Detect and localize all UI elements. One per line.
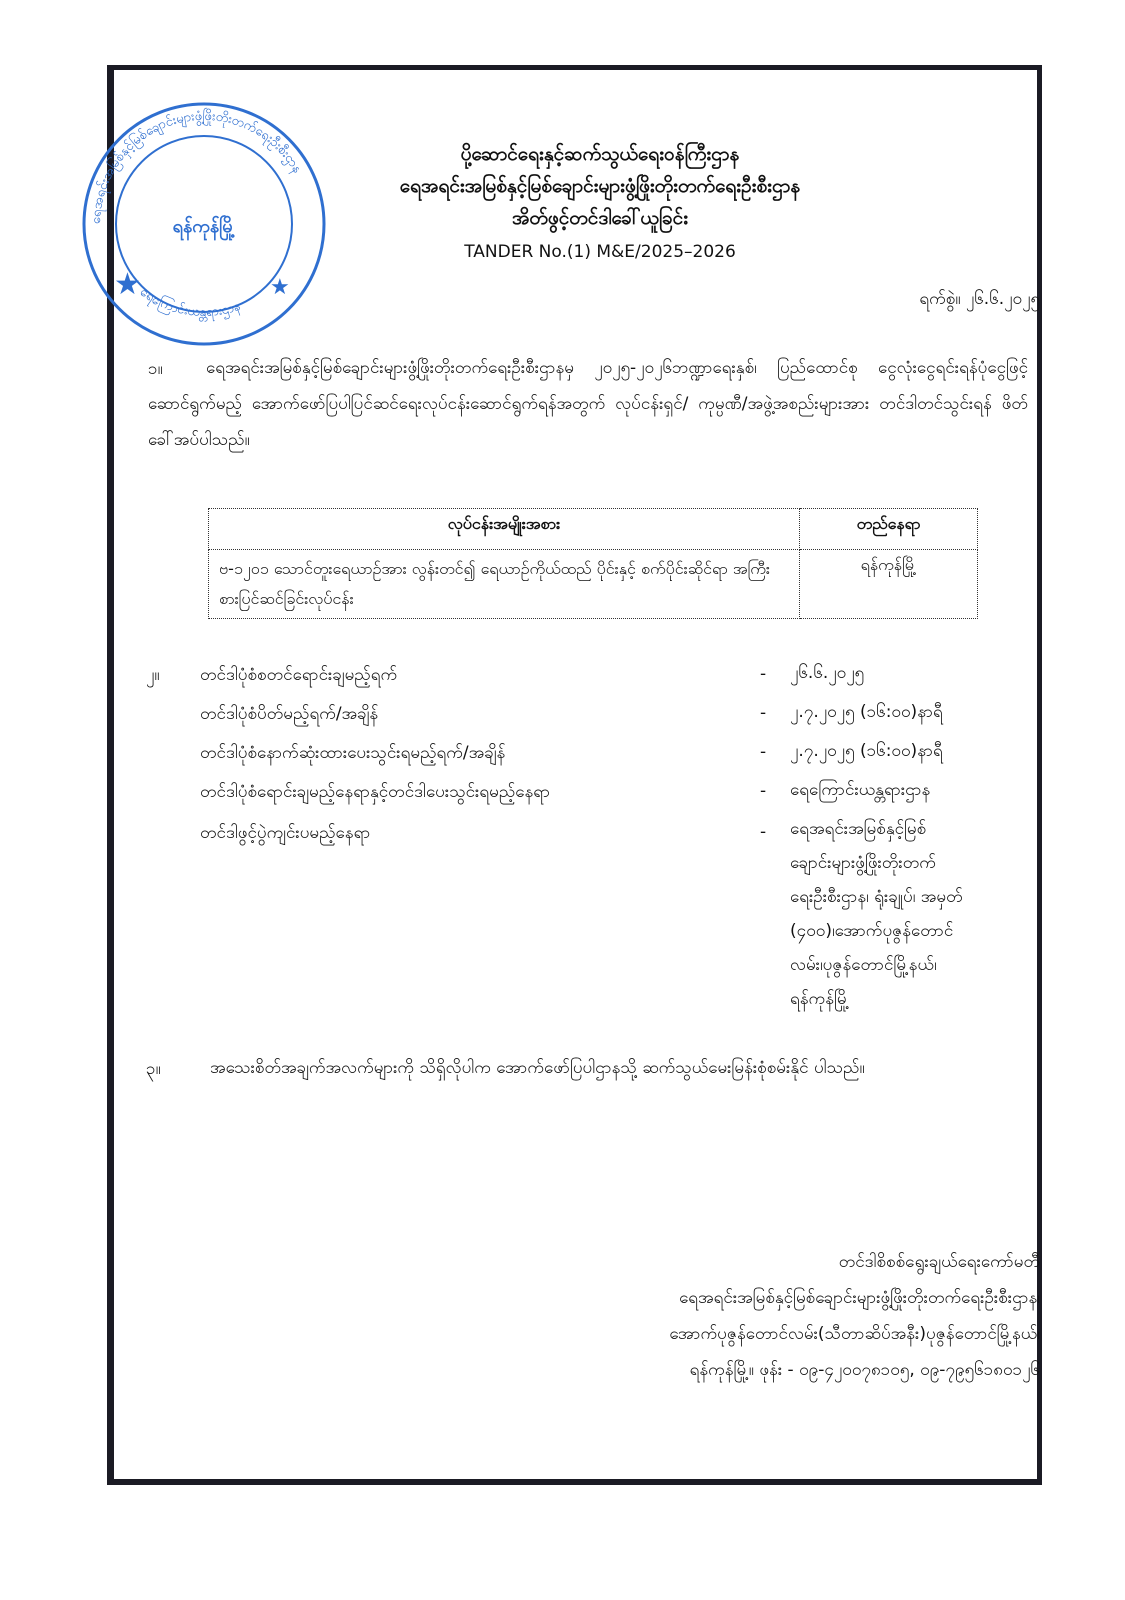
para1-text: ရေအရင်းအမြစ်နှင့်မြစ်ချောင်းများဖွံ့ဖြိုးတိုးတက်ရေးဦးစီးဌာနမှ ၂၀၂၅-၂၀၂၆ဘဏ္ဍာရေးနှစ်၊ ပြည်ထောင်စု ငွေလုံးငွေရင်းရန်ပုံငွေဖြင့်ဆောင်ရွက်မည့် အောက်ဖော်ပြပါပြင်ဆင်ရေးလုပ်ငန်းဆောင်ရွက်ရန်အတွက် လုပ်ငန်းရှင်/ ကုမ္ပဏီ/အဖွဲ့အစည်းများအား တင်ဒါတင်သွင်းရန် ဖိတ်ခေါ်အပ်ပါသည်။ bbox=[148, 358, 1028, 450]
address-line: ရန်ကုန်မြို့ bbox=[790, 989, 850, 1009]
svg-text:★: ★ bbox=[270, 275, 290, 300]
address: အောက်ပုဇွန်တောင်လမ်း(သီတာဆိပ်အနီး)ပုဇွန်တောင်မြို့နယ်၊ bbox=[669, 1324, 1040, 1344]
stamp-ring-text: ရေအရင်းအမြစ်နှင့်မြစ်ချောင်းများဖွံ့ဖြိုးတိုးတက်ရေးဦးစီးဌာန bbox=[88, 108, 305, 225]
address-line: (၄၀၀)၊အောက်ပုဇွန်တောင် bbox=[790, 921, 954, 941]
work-table bbox=[208, 508, 978, 619]
contact-phone: ရန်ကုန်မြို့။ ဖုန်း - ၀၉-၄၂၀၀၇၈၁၀၅, ၀၉-၇၉၅၆၁၈၀၁၂၆ bbox=[689, 1360, 1040, 1380]
ministry-title: ပို့ဆောင်ရေးနှင့်ဆက်သွယ်ရေးဝန်ကြီးဌာန bbox=[460, 143, 740, 165]
address-line: လမ်း၊ပုဇွန်တောင်မြို့နယ်၊ bbox=[790, 955, 937, 975]
address-line: ရေအရင်းအမြစ်နှင့်မြစ် bbox=[790, 819, 927, 839]
document-header bbox=[300, 138, 900, 268]
para3-text: အသေးစိတ်အချက်အလက်များကို သိရှိလိုပါက အောက်ဖော်ပြပါဌာနသို့ ဆက်သွယ်မေးမြန်းစုံစမ်းနိုင် ပါသည်။ bbox=[210, 1058, 865, 1078]
para3-number: ၃။ bbox=[146, 1059, 161, 1079]
schedule-label: တင်ဒါပုံစံစတင်ရောင်းချမည့်ရက် bbox=[200, 665, 398, 685]
schedule-dash: - bbox=[760, 703, 767, 723]
stamp-bottom-text: ရေကြောင်းယန္တရားဌာန bbox=[137, 284, 243, 321]
schedule-value: ၂.၇.၂၀၂၅ (၁၆:၀၀)နာရီ bbox=[790, 741, 943, 761]
table-header-row bbox=[209, 509, 978, 550]
schedule-label: တင်ဒါဖွင့်ပွဲကျင်းပမည့်နေရာ bbox=[200, 823, 371, 843]
svg-text:★: ★ bbox=[114, 267, 141, 302]
stamp-center-text: ရန်ကုန်မြို့ bbox=[172, 216, 236, 237]
schedule-dash: - bbox=[760, 664, 767, 684]
official-stamp-icon bbox=[74, 94, 334, 354]
para1-number: ၁။ bbox=[148, 359, 163, 379]
department-title: ရေအရင်းအမြစ်နှင့်မြစ်ချောင်းများဖွံ့ဖြိုးတိုးတက်ရေးဦးစီးဌာန bbox=[399, 175, 801, 197]
committee-name: တင်ဒါစိစစ်ရွေးချယ်ရေးကော်မတီ bbox=[838, 1252, 1040, 1272]
table-header-work-type: လုပ်ငန်းအမျိုးအစား bbox=[209, 509, 800, 550]
schedule-dash: - bbox=[760, 742, 767, 762]
table-header-location: တည်နေရာ bbox=[800, 509, 978, 550]
schedule-label: တင်ဒါပုံစံရောင်းချမည့်နေရာနှင့်တင်ဒါပေးသွင်းရမည့်နေရာ bbox=[200, 782, 551, 802]
schedule-dash: - bbox=[760, 781, 767, 801]
signature-block bbox=[520, 1244, 1040, 1388]
document-date: ရက်စွဲ။ ၂၆.၆.၂၀၂၅ bbox=[919, 289, 1040, 309]
schedule-value: ၂၆.၆.၂၀၂၅ bbox=[790, 663, 865, 683]
tender-number: TANDER No.(1) M&E/2025–2026 bbox=[464, 242, 736, 262]
address-line: ရေးဦးစီးဌာန၊ ရုံးချုပ်၊ အမှတ် bbox=[790, 887, 963, 907]
schedule-dash: - bbox=[760, 822, 767, 842]
schedule-label: တင်ဒါပုံစံပိတ်မည့်ရက်/အချိန် bbox=[200, 704, 379, 724]
department-name: ရေအရင်းအမြစ်နှင့်မြစ်ချောင်းများဖွံ့ဖြိုးတိုးတက်ရေးဦးစီးဌာန၊ bbox=[679, 1288, 1040, 1308]
address-line: ချောင်းများဖွံ့ဖြိုးတိုးတက် bbox=[790, 853, 936, 873]
work-location: ရန်ကုန်မြို့ bbox=[800, 550, 978, 619]
tender-title: အိတ်ဖွင့်တင်ဒါခေါ်ယူခြင်း bbox=[511, 207, 689, 229]
schedule-value: ရေကြောင်းယန္တရားဌာန bbox=[790, 780, 931, 800]
schedule-value-address bbox=[790, 812, 963, 1016]
table-row bbox=[209, 550, 978, 619]
schedule-label: တင်ဒါပုံစံနောက်ဆုံးထားပေးသွင်းရမည့်ရက်/အချိန် bbox=[200, 743, 506, 763]
para2-number: ၂။ bbox=[146, 665, 160, 685]
schedule-value: ၂.၇.၂၀၂၅ (၁၆:၀၀)နာရီ bbox=[790, 702, 943, 722]
work-description: ဗ-၁၂၀၁ သောင်တူးရေယာဉ်အား လွန်းတင်၍ ရေယာဉ်ကိုယ်ထည် ပိုင်းနှင့် စက်ပိုင်းဆိုင်ရာ အကြီးစားပြင်ဆင်ခြင်းလုပ်ငန်း bbox=[209, 550, 800, 619]
